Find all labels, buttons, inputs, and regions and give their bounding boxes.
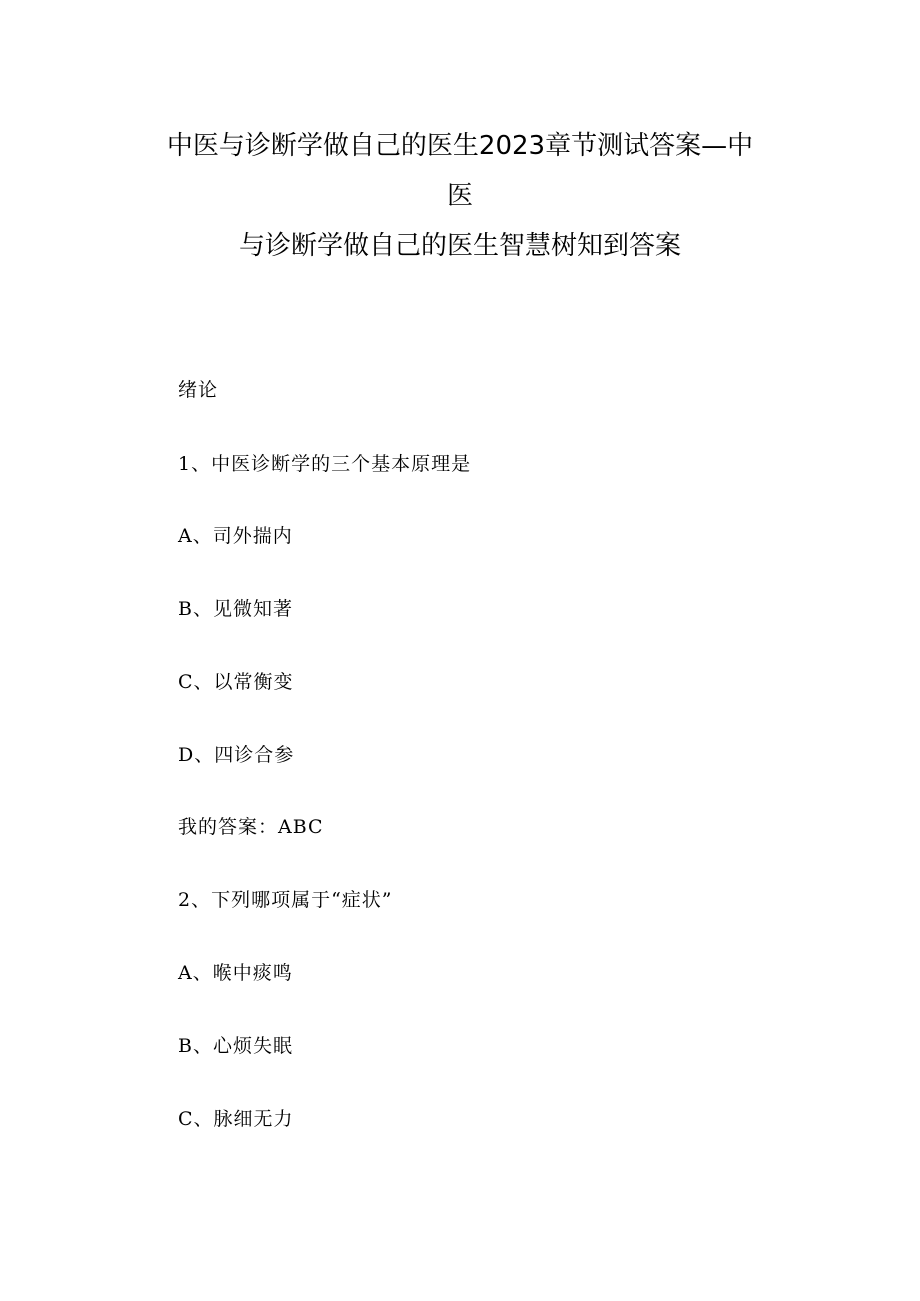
question-2-option-a: A、喉中痰鸣	[178, 962, 293, 984]
document-title-line-2: 医	[446, 181, 473, 211]
question-2-option-c: C、脉细无力	[178, 1108, 294, 1130]
question-2-text: 2、下列哪项属于“症状”	[178, 889, 393, 911]
question-1-option-a: A、司外揣内	[178, 525, 293, 547]
question-1-option-b: B、见微知著	[178, 598, 293, 620]
question-1-answer: 我的答案：ABC	[178, 816, 324, 838]
document-title-line-1: 中医与诊断学做自己的医生2023章节测试答案—中	[166, 131, 754, 161]
section-heading: 绪论	[178, 379, 219, 401]
question-1-option-d: D、四诊合参	[178, 744, 295, 766]
document-title-line-3: 与诊断学做自己的医生智慧树知到答案	[238, 231, 681, 261]
question-1-option-c: C、以常衡变	[178, 671, 294, 693]
question-1-text: 1、中医诊断学的三个基本原理是	[178, 453, 472, 475]
question-2-option-b: B、心烦失眠	[178, 1035, 293, 1057]
